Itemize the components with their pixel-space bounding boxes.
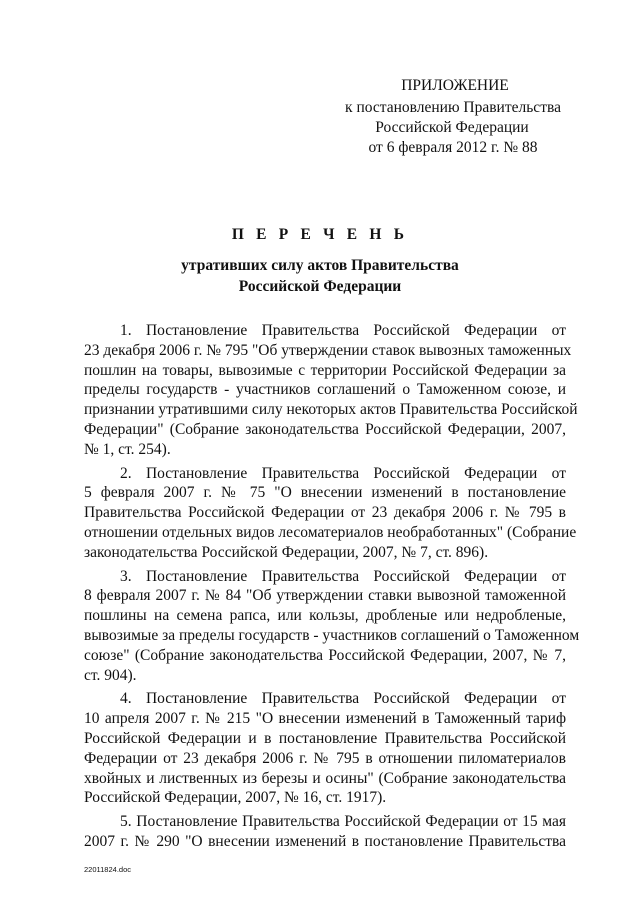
list-item-line: отношении отдельных видов лесоматериалов необработанных" (Собрание [84, 523, 577, 541]
document-body [84, 321, 580, 856]
appendix-line-federation: Российской Федерации [375, 119, 529, 136]
list-item-line: 2. Постановление Правительства Российской Федерации от [120, 464, 566, 482]
list-item-line: 4. Постановление Правительства Российской Федерации от [120, 690, 566, 708]
list-item [84, 567, 580, 686]
list-item-line: 5. Постановление Правительства Российской Федерации от 15 мая [120, 813, 566, 831]
list-item-line: Федерации" (Собрание законодательства Российской Федерации, 2007, [84, 420, 566, 438]
list-item-line: 23 декабря 2006 г. № 795 "Об утверждении ставок вывозных таможенных [84, 341, 572, 359]
list-item-line: вывозимые за пределы государств - участников соглашений о Таможенном [84, 626, 580, 644]
list-item-line: пошлины на семена рапса, или кользы, дробленые или недробленые, [84, 607, 566, 625]
list-item-line: хвойных и лиственных из березы и осины" (Собрание законодательства [84, 769, 566, 787]
list-item-line: союзе" (Собрание законодательства Российской Федерации, 2007, № 7, [84, 646, 566, 664]
subtitle-line-1: утративших силу актов Правительства [181, 257, 459, 274]
document-title: П Е Р Е Ч Е Н Ь [231, 226, 409, 243]
list-item-line: признании утратившими силу некоторых актов Правительства Российской [84, 401, 578, 419]
list-item-line: Российской Федерации, 2007, № 16, ст. 1917). [84, 789, 387, 807]
list-item-line: Федерации от 23 декабря 2006 г. № 795 в отношении пиломатериалов [84, 749, 566, 767]
list-item-line: 5 февраля 2007 г. № 75 "О внесении изменений в постановление [84, 484, 566, 502]
appendix-line-date: от 6 февраля 2012 г. № 88 [368, 139, 538, 156]
list-item-line: пошлин на товары, вывозимые с территории Российской Федерации за [84, 361, 566, 379]
list-item [84, 689, 566, 808]
appendix-line-decree: к постановлению Правительства [345, 99, 561, 116]
appendix-heading: ПРИЛОЖЕНИЕ [401, 77, 509, 94]
list-item-line: законодательства Российской Федерации, 2007, № 7, ст. 896). [84, 543, 489, 561]
list-item-line: пределы государств - участников соглашений о Таможенном союзе, и [84, 381, 566, 399]
list-item-line: 10 апреля 2007 г. № 215 "О внесении изменений в Таможенный тариф [84, 710, 566, 728]
document-subtitle [0, 255, 640, 297]
list-item-line: Правительства Российской Федерации от 23 декабря 2006 г. № 795 в [84, 504, 566, 522]
file-name-footer: 22011824.doc [84, 865, 131, 874]
list-item-line: № 1, ст. 254). [84, 440, 171, 458]
list-item-line: ст. 904). [84, 666, 137, 684]
list-item-line: 1. Постановление Правительства Российской Федерации от [120, 322, 566, 339]
list-item-line: Российской Федерации и в постановление Правительства Российской [84, 729, 566, 747]
list-item [84, 812, 566, 852]
list-item [84, 321, 578, 460]
subtitle-line-2: Российской Федерации [238, 278, 402, 295]
list-item [84, 464, 577, 563]
list-item-line: 3. Постановление Правительства Российской Федерации от [120, 567, 566, 585]
list-item-line: 8 февраля 2007 г. № 84 "Об утверждении ставки вывозной таможенной [84, 587, 566, 605]
list-item-line: 2007 г. № 290 "О внесении изменений в постановление Правительства [84, 832, 566, 850]
